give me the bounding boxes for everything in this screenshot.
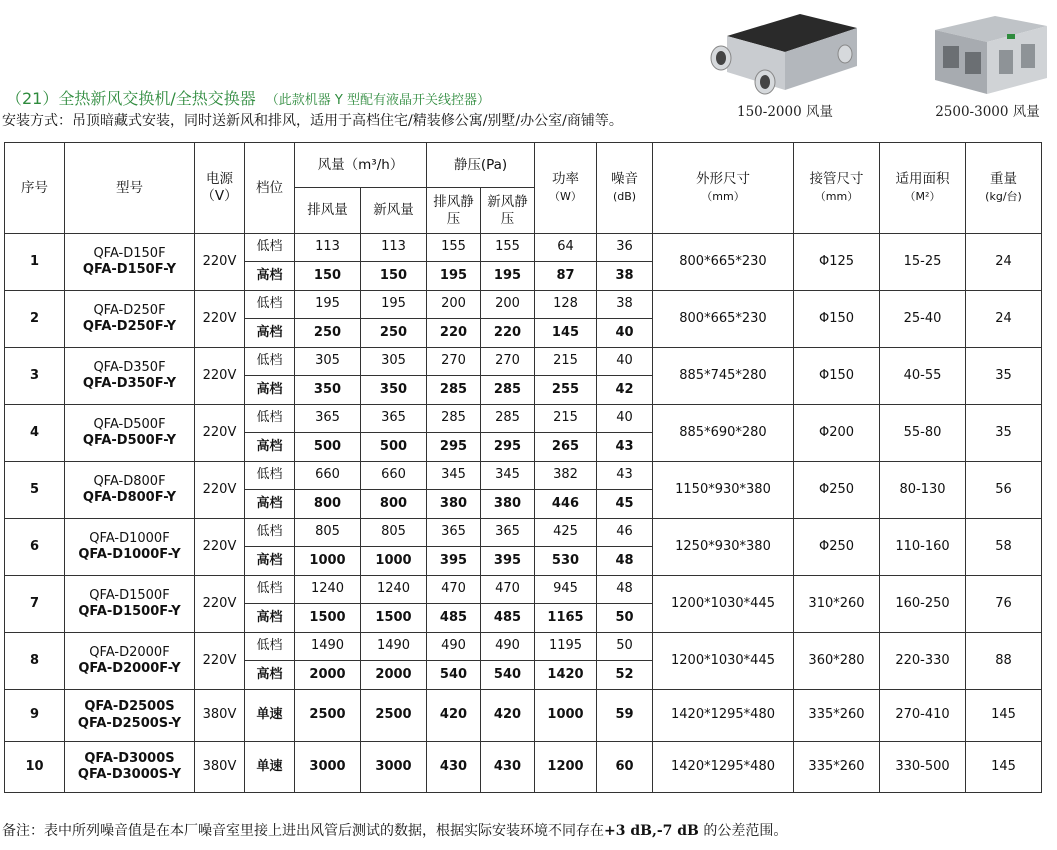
low-exhaust-cell: 805 [295, 519, 361, 547]
low-noise-cell: 46 [597, 519, 653, 547]
spec-table-body [5, 234, 1042, 793]
product-caption-large: 2500-3000 风量 [935, 104, 1040, 120]
model-cell [65, 234, 195, 291]
high-fr-static-cell: 395 [481, 547, 535, 576]
low-exhaust-cell: 660 [295, 462, 361, 490]
model-name-y: QFA-D350F-Y [82, 376, 177, 391]
row-index: 2 [5, 291, 65, 348]
model-name-y: QFA-D2500S-Y [77, 715, 182, 731]
single-ex-static-cell: 420 [427, 690, 481, 742]
low-ex-static-cell: 345 [427, 462, 481, 490]
single-ex-static-cell: 430 [427, 742, 481, 793]
low-gear-cell: 低档 [245, 576, 295, 604]
low-noise-cell: 38 [597, 291, 653, 319]
model-name: QFA-D800F [93, 473, 166, 489]
power-cell: 220V [195, 519, 245, 576]
model-cell [65, 742, 195, 793]
high-gear-cell: 高档 [245, 433, 295, 462]
low-ex-static-cell: 365 [427, 519, 481, 547]
footnote-tolerance: +3 dB,-7 dB [604, 823, 699, 839]
area-cell: 160-250 [880, 576, 966, 633]
header-airflow: 风量（m³/h） [295, 143, 427, 188]
high-fresh-cell: 350 [361, 376, 427, 405]
high-ex-static-cell: 540 [427, 661, 481, 690]
spec-table [4, 142, 1042, 793]
cabinet-unit-icon [923, 8, 1053, 100]
weight-cell: 56 [966, 462, 1042, 519]
high-fr-static-cell: 195 [481, 262, 535, 291]
low-noise-cell: 40 [597, 348, 653, 376]
row-index: 8 [5, 633, 65, 690]
low-fr-static-cell: 365 [481, 519, 535, 547]
area-cell: 110-160 [880, 519, 966, 576]
header-index: 序号 [5, 143, 65, 234]
high-fr-static-cell: 540 [481, 661, 535, 690]
footnote [2, 820, 787, 840]
model-name-y: QFA-D150F-Y [82, 262, 177, 277]
row-index: 4 [5, 405, 65, 462]
dimensions-cell: 1200*1030*445 [653, 633, 794, 690]
header-area: 适用面积 （M²） [880, 143, 966, 234]
model-name: QFA-D350F [93, 359, 166, 375]
high-fresh-cell: 500 [361, 433, 427, 462]
row-index: 3 [5, 348, 65, 405]
table-row [5, 291, 1042, 319]
high-ex-static-cell: 285 [427, 376, 481, 405]
dimensions-cell: 1200*1030*445 [653, 576, 794, 633]
table-row [5, 633, 1042, 661]
high-ex-static-cell: 485 [427, 604, 481, 633]
low-gear-cell: 低档 [245, 348, 295, 376]
model-cell [65, 690, 195, 742]
high-exhaust-cell: 2000 [295, 661, 361, 690]
high-fr-static-cell: 285 [481, 376, 535, 405]
high-gear-cell: 高档 [245, 262, 295, 291]
dimensions-cell: 1150*930*380 [653, 462, 794, 519]
high-fresh-cell: 150 [361, 262, 427, 291]
high-exhaust-cell: 250 [295, 319, 361, 348]
low-fresh-cell: 365 [361, 405, 427, 433]
single-noise-cell: 60 [597, 742, 653, 793]
low-fr-static-cell: 285 [481, 405, 535, 433]
low-fresh-cell: 1490 [361, 633, 427, 661]
install-description: 安装方式：吊顶暗藏式安装，同时送新风和排风，适用于高档住宅/精装修公寓/别墅/办公室/商铺等。 [2, 113, 623, 129]
high-exhaust-cell: 150 [295, 262, 361, 291]
area-cell: 270-410 [880, 690, 966, 742]
high-noise-cell: 45 [597, 490, 653, 519]
table-row [5, 519, 1042, 547]
low-exhaust-cell: 365 [295, 405, 361, 433]
low-fr-static-cell: 490 [481, 633, 535, 661]
high-gear-cell: 高档 [245, 490, 295, 519]
table-row [5, 576, 1042, 604]
section-title [6, 86, 490, 109]
weight-cell: 24 [966, 291, 1042, 348]
model-name: QFA-D150F [93, 245, 166, 261]
high-ex-static-cell: 380 [427, 490, 481, 519]
high-watt-cell: 145 [535, 319, 597, 348]
high-watt-cell: 265 [535, 433, 597, 462]
table-row [5, 690, 1042, 742]
power-cell: 220V [195, 462, 245, 519]
low-exhaust-cell: 195 [295, 291, 361, 319]
single-watt-cell: 1000 [535, 690, 597, 742]
high-noise-cell: 38 [597, 262, 653, 291]
high-gear-cell: 高档 [245, 604, 295, 633]
low-fresh-cell: 1240 [361, 576, 427, 604]
header-fresh-static: 新风静压 [481, 188, 535, 234]
single-fr-static-cell: 420 [481, 690, 535, 742]
header-duct: 接管尺寸 （mm） [794, 143, 880, 234]
area-cell: 15-25 [880, 234, 966, 291]
product-image-large [918, 8, 1057, 120]
low-watt-cell: 1195 [535, 633, 597, 661]
duct-cell: Φ250 [794, 519, 880, 576]
header-power: 电源 （V） [195, 143, 245, 234]
low-watt-cell: 945 [535, 576, 597, 604]
high-exhaust-cell: 800 [295, 490, 361, 519]
low-watt-cell: 425 [535, 519, 597, 547]
single-fr-static-cell: 430 [481, 742, 535, 793]
model-cell [65, 519, 195, 576]
weight-cell: 24 [966, 234, 1042, 291]
model-name: QFA-D3000S [84, 750, 175, 766]
low-fresh-cell: 305 [361, 348, 427, 376]
model-cell [65, 348, 195, 405]
model-name-y: QFA-D800F-Y [82, 490, 177, 505]
model-name-y: QFA-D1000F-Y [78, 547, 181, 562]
weight-cell: 76 [966, 576, 1042, 633]
low-gear-cell: 低档 [245, 519, 295, 547]
low-watt-cell: 215 [535, 405, 597, 433]
low-ex-static-cell: 490 [427, 633, 481, 661]
low-fr-static-cell: 155 [481, 234, 535, 262]
model-name: QFA-D250F [93, 302, 166, 318]
area-cell: 55-80 [880, 405, 966, 462]
single-watt-cell: 1200 [535, 742, 597, 793]
weight-cell: 145 [966, 690, 1042, 742]
high-noise-cell: 40 [597, 319, 653, 348]
dimensions-cell: 800*665*230 [653, 234, 794, 291]
high-ex-static-cell: 220 [427, 319, 481, 348]
area-cell: 40-55 [880, 348, 966, 405]
single-fresh-cell: 2500 [361, 690, 427, 742]
high-gear-cell: 高档 [245, 376, 295, 405]
high-exhaust-cell: 1500 [295, 604, 361, 633]
high-gear-cell: 高档 [245, 661, 295, 690]
high-noise-cell: 48 [597, 547, 653, 576]
low-noise-cell: 50 [597, 633, 653, 661]
high-watt-cell: 446 [535, 490, 597, 519]
duct-cell: 360*280 [794, 633, 880, 690]
header-dimensions: 外形尺寸 （mm） [653, 143, 794, 234]
single-fresh-cell: 3000 [361, 742, 427, 793]
low-noise-cell: 36 [597, 234, 653, 262]
high-ex-static-cell: 195 [427, 262, 481, 291]
low-watt-cell: 64 [535, 234, 597, 262]
power-cell: 220V [195, 291, 245, 348]
high-fresh-cell: 2000 [361, 661, 427, 690]
dimensions-cell: 885*745*280 [653, 348, 794, 405]
product-image-small [700, 8, 870, 120]
low-ex-static-cell: 200 [427, 291, 481, 319]
power-cell: 220V [195, 633, 245, 690]
high-exhaust-cell: 350 [295, 376, 361, 405]
high-fr-static-cell: 380 [481, 490, 535, 519]
dimensions-cell: 1420*1295*480 [653, 742, 794, 793]
footnote-suffix: 的公差范围。 [698, 823, 788, 839]
low-ex-static-cell: 270 [427, 348, 481, 376]
header-static: 静压(Pa) [427, 143, 535, 188]
high-gear-cell: 高档 [245, 319, 295, 348]
header-fresh-air: 新风量 [361, 188, 427, 234]
model-name-y: QFA-D3000S-Y [77, 767, 182, 782]
low-fr-static-cell: 470 [481, 576, 535, 604]
row-index: 9 [5, 690, 65, 742]
low-ex-static-cell: 470 [427, 576, 481, 604]
header-gear: 档位 [245, 143, 295, 234]
table-row [5, 462, 1042, 490]
duct-cell: Φ125 [794, 234, 880, 291]
high-noise-cell: 42 [597, 376, 653, 405]
low-watt-cell: 215 [535, 348, 597, 376]
single-gear-cell: 单速 [245, 690, 295, 742]
power-cell: 220V [195, 576, 245, 633]
area-cell: 330-500 [880, 742, 966, 793]
high-noise-cell: 52 [597, 661, 653, 690]
model-name: QFA-D2000F [89, 644, 170, 660]
model-name: QFA-D2500S [84, 699, 175, 715]
single-gear-cell: 单速 [245, 742, 295, 793]
weight-cell: 145 [966, 742, 1042, 793]
power-cell: 380V [195, 690, 245, 742]
low-gear-cell: 低档 [245, 633, 295, 661]
dimensions-cell: 1250*930*380 [653, 519, 794, 576]
single-exhaust-cell: 3000 [295, 742, 361, 793]
duct-cell: Φ200 [794, 405, 880, 462]
high-watt-cell: 1165 [535, 604, 597, 633]
row-index: 6 [5, 519, 65, 576]
low-watt-cell: 382 [535, 462, 597, 490]
header-weight: 重量 (kg/台) [966, 143, 1042, 234]
low-ex-static-cell: 285 [427, 405, 481, 433]
low-fr-static-cell: 200 [481, 291, 535, 319]
power-cell: 220V [195, 405, 245, 462]
high-fr-static-cell: 295 [481, 433, 535, 462]
model-name: QFA-D1500F [89, 587, 170, 603]
header-wattage: 功率 （W） [535, 143, 597, 234]
power-cell: 220V [195, 234, 245, 291]
model-name: QFA-D1000F [89, 530, 170, 546]
high-watt-cell: 87 [535, 262, 597, 291]
single-noise-cell: 59 [597, 690, 653, 742]
high-watt-cell: 1420 [535, 661, 597, 690]
high-exhaust-cell: 1000 [295, 547, 361, 576]
model-cell [65, 405, 195, 462]
section-title-note: （此款机器 Y 型配有液晶开关线控器） [265, 93, 490, 108]
table-row [5, 234, 1042, 262]
low-fresh-cell: 113 [361, 234, 427, 262]
low-noise-cell: 43 [597, 462, 653, 490]
low-gear-cell: 低档 [245, 291, 295, 319]
weight-cell: 58 [966, 519, 1042, 576]
low-gear-cell: 低档 [245, 234, 295, 262]
header-model: 型号 [65, 143, 195, 234]
model-cell [65, 576, 195, 633]
low-noise-cell: 48 [597, 576, 653, 604]
duct-cell: 335*260 [794, 742, 880, 793]
high-gear-cell: 高档 [245, 547, 295, 576]
dimensions-cell: 885*690*280 [653, 405, 794, 462]
high-watt-cell: 530 [535, 547, 597, 576]
product-caption-small: 150-2000 风量 [737, 104, 833, 120]
high-ex-static-cell: 395 [427, 547, 481, 576]
duct-cell: Φ150 [794, 291, 880, 348]
table-row [5, 742, 1042, 793]
model-cell [65, 633, 195, 690]
high-noise-cell: 43 [597, 433, 653, 462]
dimensions-cell: 800*665*230 [653, 291, 794, 348]
low-gear-cell: 低档 [245, 405, 295, 433]
low-exhaust-cell: 1490 [295, 633, 361, 661]
row-index: 7 [5, 576, 65, 633]
low-fresh-cell: 660 [361, 462, 427, 490]
low-exhaust-cell: 1240 [295, 576, 361, 604]
low-exhaust-cell: 305 [295, 348, 361, 376]
high-fresh-cell: 250 [361, 319, 427, 348]
area-cell: 220-330 [880, 633, 966, 690]
low-fr-static-cell: 345 [481, 462, 535, 490]
low-noise-cell: 40 [597, 405, 653, 433]
low-fresh-cell: 195 [361, 291, 427, 319]
weight-cell: 35 [966, 405, 1042, 462]
model-name-y: QFA-D500F-Y [82, 433, 177, 448]
high-watt-cell: 255 [535, 376, 597, 405]
high-fresh-cell: 1000 [361, 547, 427, 576]
row-index: 1 [5, 234, 65, 291]
weight-cell: 88 [966, 633, 1042, 690]
row-index: 10 [5, 742, 65, 793]
table-row [5, 348, 1042, 376]
row-index: 5 [5, 462, 65, 519]
weight-cell: 35 [966, 348, 1042, 405]
model-name-y: QFA-D2000F-Y [78, 661, 181, 676]
low-fresh-cell: 805 [361, 519, 427, 547]
model-name-y: QFA-D250F-Y [82, 319, 177, 334]
high-fresh-cell: 1500 [361, 604, 427, 633]
high-fr-static-cell: 220 [481, 319, 535, 348]
header-noise: 噪音 (dB) [597, 143, 653, 234]
header-exhaust-air: 排风量 [295, 188, 361, 234]
high-fresh-cell: 800 [361, 490, 427, 519]
duct-cell: 310*260 [794, 576, 880, 633]
low-ex-static-cell: 155 [427, 234, 481, 262]
area-cell: 25-40 [880, 291, 966, 348]
duct-cell: 335*260 [794, 690, 880, 742]
high-exhaust-cell: 500 [295, 433, 361, 462]
model-name: QFA-D500F [93, 416, 166, 432]
table-row [5, 405, 1042, 433]
section-title-main: （21）全热新风交换机/全热交换器 [6, 89, 256, 108]
ceiling-unit-icon [705, 8, 865, 100]
dimensions-cell: 1420*1295*480 [653, 690, 794, 742]
duct-cell: Φ250 [794, 462, 880, 519]
low-gear-cell: 低档 [245, 462, 295, 490]
header-exhaust-static: 排风静压 [427, 188, 481, 234]
duct-cell: Φ150 [794, 348, 880, 405]
high-fr-static-cell: 485 [481, 604, 535, 633]
high-noise-cell: 50 [597, 604, 653, 633]
high-ex-static-cell: 295 [427, 433, 481, 462]
low-exhaust-cell: 113 [295, 234, 361, 262]
model-name-y: QFA-D1500F-Y [78, 604, 181, 619]
low-watt-cell: 128 [535, 291, 597, 319]
footnote-prefix: 备注：表中所列噪音值是在本厂噪音室里接上进出风管后测试的数据，根据实际安装环境不同存在 [2, 823, 604, 839]
power-cell: 220V [195, 348, 245, 405]
model-cell [65, 462, 195, 519]
low-fr-static-cell: 270 [481, 348, 535, 376]
power-cell: 380V [195, 742, 245, 793]
single-exhaust-cell: 2500 [295, 690, 361, 742]
model-cell [65, 291, 195, 348]
area-cell: 80-130 [880, 462, 966, 519]
